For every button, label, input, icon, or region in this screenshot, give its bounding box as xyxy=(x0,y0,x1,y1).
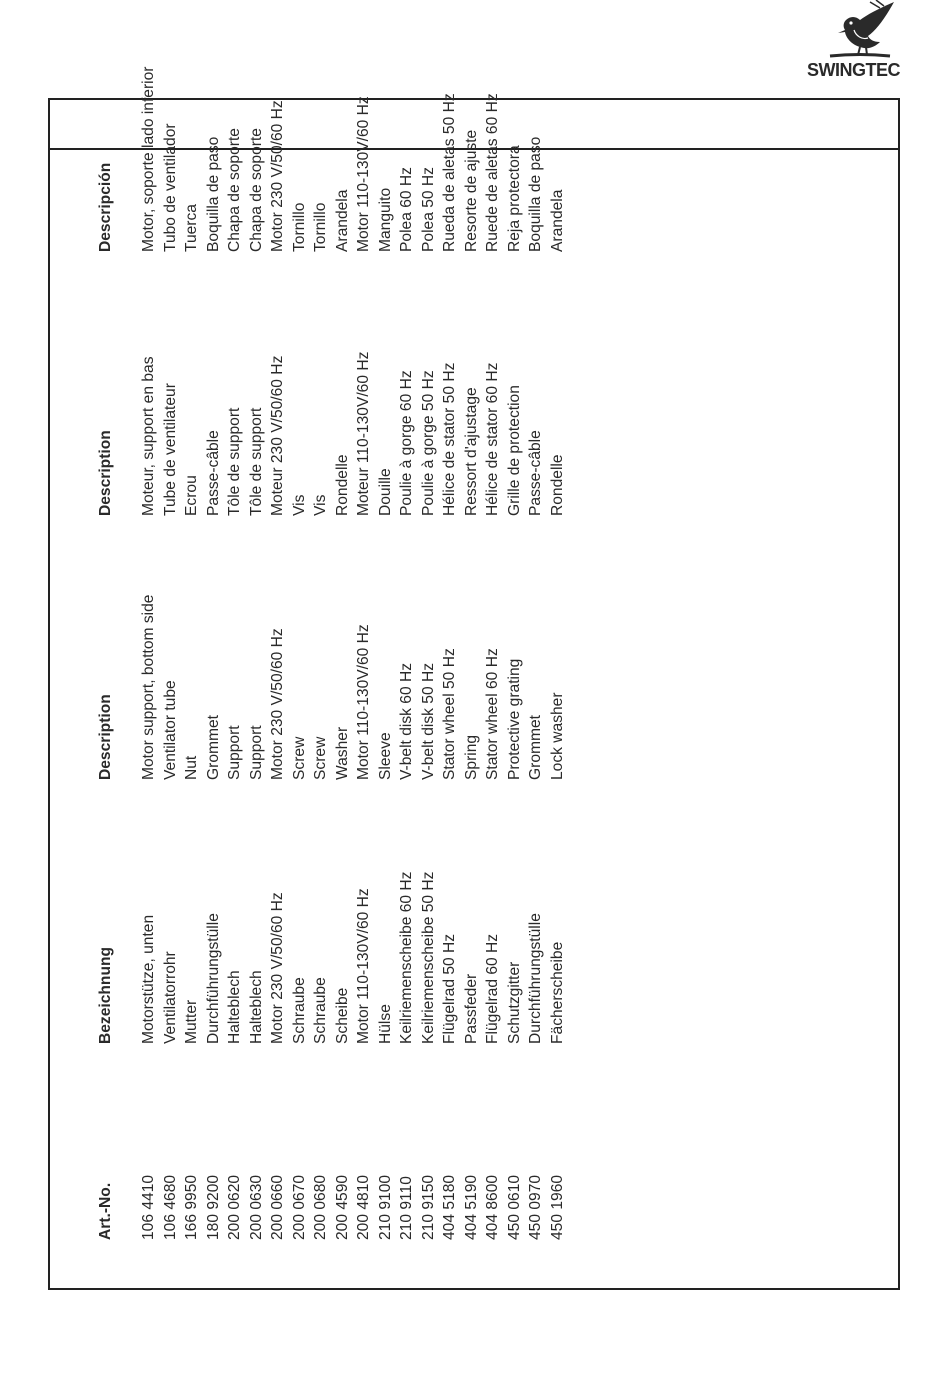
cell-description-en: Support xyxy=(247,725,265,780)
cell-description-fr: Tube de ventilateur xyxy=(161,383,179,516)
cell-description-en: Motor 110-130V/60 Hz xyxy=(355,624,372,780)
column-description-fr xyxy=(96,352,568,516)
column-descripcion-es xyxy=(96,67,568,253)
cell-description-fr: Hélice de stator 50 Hz xyxy=(441,362,458,516)
cell-bezeichnung: Durchführungstülle xyxy=(204,913,222,1044)
cell-description-fr: Moteur 110-130V/60 Hz xyxy=(355,351,372,516)
cell-description-en: Support xyxy=(226,725,243,780)
cell-art-no: 200 0620 xyxy=(226,1174,243,1240)
cell-description-en: Stator wheel 60 Hz xyxy=(484,648,501,780)
cell-art-no: 210 9100 xyxy=(376,1174,394,1240)
cell-art-no: 200 4810 xyxy=(355,1174,372,1240)
cell-bezeichnung: Halteblech xyxy=(247,970,265,1044)
brand-name: SWINGTEC xyxy=(807,60,900,80)
cell-bezeichnung: Motor 110-130V/60 Hz xyxy=(355,888,372,1044)
cell-descripcion-es: Polea 50 Hz xyxy=(419,167,437,252)
cell-description-fr: Hélice de stator 60 Hz xyxy=(484,362,501,516)
cell-bezeichnung: Keilriemenscheibe 60 Hz xyxy=(398,871,415,1044)
cell-description-fr: Grille de protection xyxy=(505,385,523,516)
cell-art-no: 200 0630 xyxy=(247,1174,265,1240)
cell-description-en: Sleeve xyxy=(376,732,394,780)
column-header-description-fr: Description xyxy=(97,430,114,516)
cell-descripcion-es: Resorte de ajuste xyxy=(462,129,480,252)
cell-description-en: Grommet xyxy=(204,715,222,780)
cell-description-fr: Passe-câble xyxy=(527,430,544,516)
cell-art-no: 200 0670 xyxy=(290,1174,308,1240)
cell-description-en: Spring xyxy=(462,734,480,780)
cell-descripcion-es: Tornillo xyxy=(290,202,308,252)
cell-bezeichnung: Scheibe xyxy=(333,987,351,1044)
cell-description-en: Motor support, bottom side xyxy=(140,594,157,780)
cell-descripcion-es: Rueda de aletas 50 Hz xyxy=(441,93,458,252)
cell-bezeichnung: Hülse xyxy=(376,1004,394,1044)
cell-descripcion-es: Boquilla de paso xyxy=(204,136,222,252)
cell-descripcion-es: Polea 60 Hz xyxy=(398,167,415,252)
cell-description-fr: Rondelle xyxy=(333,454,351,516)
cell-description-en: Motor 230 V/50/60 Hz xyxy=(269,628,286,780)
cell-descripcion-es: Arandela xyxy=(333,189,351,252)
brand-logo xyxy=(788,0,908,84)
cell-description-en: Protective grating xyxy=(505,658,523,780)
cell-descripcion-es: Chapa de soporte xyxy=(247,128,265,252)
cell-descripcion-es: Tuerca xyxy=(183,204,200,252)
cell-description-fr: Tôle de support xyxy=(247,407,265,516)
cell-description-fr: Passe-câble xyxy=(204,430,222,516)
cell-description-fr: Vis xyxy=(312,494,329,516)
cell-description-fr: Ressort d'ajustage xyxy=(462,387,480,516)
cell-description-fr: Moteur 230 V/50/60 Hz xyxy=(269,355,286,516)
cell-bezeichnung: Durchführungstülle xyxy=(527,913,544,1044)
cell-bezeichnung: Halteblech xyxy=(226,970,243,1044)
cell-bezeichnung: Flügelrad 50 Hz xyxy=(441,933,458,1044)
cell-description-en: Stator wheel 50 Hz xyxy=(441,648,458,780)
cell-description-fr: Tôle de support xyxy=(226,407,243,516)
cell-art-no: 200 4590 xyxy=(333,1174,351,1240)
cell-art-no: 106 4410 xyxy=(140,1174,157,1240)
cell-bezeichnung: Schutzgitter xyxy=(505,961,523,1044)
cell-descripcion-es: Ruede de aletas 60 Hz xyxy=(484,93,501,252)
cell-bezeichnung: Schraube xyxy=(290,977,308,1044)
column-header-description-en: Description xyxy=(97,694,114,780)
cell-bezeichnung: Schraube xyxy=(312,977,329,1044)
cell-art-no: 210 9150 xyxy=(419,1174,437,1240)
column-art-no xyxy=(96,1175,568,1240)
cell-art-no: 404 5190 xyxy=(462,1174,480,1240)
cell-descripcion-es: Motor 110-130V/60 Hz xyxy=(355,96,372,252)
cell-bezeichnung: Flügelrad 60 Hz xyxy=(484,933,501,1044)
parts-table xyxy=(96,66,576,1240)
cell-description-fr: Poulie à gorge 60 Hz xyxy=(398,370,415,516)
cell-description-en: V-belt disk 50 Hz xyxy=(419,662,437,780)
cell-bezeichnung: Motorstütze, unten xyxy=(140,914,157,1044)
cell-descripcion-es: Arandela xyxy=(548,189,566,252)
cell-description-en: Lock washer xyxy=(548,692,566,780)
cell-description-en: Ventilator tube xyxy=(161,680,179,780)
cell-bezeichnung: Motor 230 V/50/60 Hz xyxy=(269,892,286,1044)
column-bezeichnung xyxy=(96,872,568,1044)
cell-description-fr: Moteur, support en bas xyxy=(140,356,157,516)
column-header-art-no: Art.-No. xyxy=(97,1182,114,1240)
cell-description-en: Grommet xyxy=(527,715,544,780)
cell-art-no: 200 0660 xyxy=(269,1174,286,1240)
cell-descripcion-es: Motor 230 V/50/60 Hz xyxy=(269,100,286,252)
cell-description-en: Nut xyxy=(183,755,200,780)
cell-description-en: V-belt disk 60 Hz xyxy=(398,662,415,780)
cell-description-fr: Vis xyxy=(290,494,308,516)
cell-description-fr: Ecrou xyxy=(183,475,200,516)
cell-bezeichnung: Mutter xyxy=(183,999,200,1044)
cell-descripcion-es: Boquilla de paso xyxy=(527,136,544,252)
cell-art-no: 106 4680 xyxy=(161,1174,179,1240)
cell-bezeichnung: Ventilatorrohr xyxy=(161,951,179,1044)
cell-descripcion-es: Motor, soporte lado inferior xyxy=(140,66,157,252)
cell-description-fr: Poulie à gorge 50 Hz xyxy=(419,370,437,516)
cell-descripcion-es: Chapa de soporte xyxy=(226,128,243,252)
cell-art-no: 404 8600 xyxy=(484,1174,501,1240)
cell-art-no: 404 5180 xyxy=(441,1174,458,1240)
cell-descripcion-es: Tubo de ventilador xyxy=(161,123,179,252)
cell-descripcion-es: Manguito xyxy=(376,187,394,252)
cell-art-no: 450 1960 xyxy=(548,1174,566,1240)
cell-description-fr: Douille xyxy=(376,468,394,516)
cell-art-no: 180 9200 xyxy=(204,1174,222,1240)
cell-description-fr: Rondelle xyxy=(548,454,566,516)
cell-art-no: 200 0680 xyxy=(312,1174,329,1240)
cell-art-no: 166 9950 xyxy=(183,1174,200,1240)
cell-description-en: Screw xyxy=(312,736,329,780)
cell-description-en: Washer xyxy=(333,726,351,780)
bird-logo-icon xyxy=(810,0,896,60)
cell-descripcion-es: Reja protectora xyxy=(505,145,523,252)
cell-bezeichnung: Passfeder xyxy=(462,973,480,1044)
column-description-en xyxy=(96,595,568,780)
cell-art-no: 450 0970 xyxy=(527,1174,544,1240)
cell-art-no: 450 0610 xyxy=(505,1174,523,1240)
cell-descripcion-es: Tornillo xyxy=(312,202,329,252)
cell-bezeichnung: Keilriemenscheibe 50 Hz xyxy=(419,871,437,1044)
cell-description-en: Screw xyxy=(290,736,308,780)
cell-art-no: 210 9110 xyxy=(398,1176,415,1240)
column-header-descripcion-es: Descripción xyxy=(97,162,114,252)
cell-bezeichnung: Fächerscheibe xyxy=(548,941,566,1044)
column-header-bezeichnung: Bezeichnung xyxy=(97,946,114,1044)
